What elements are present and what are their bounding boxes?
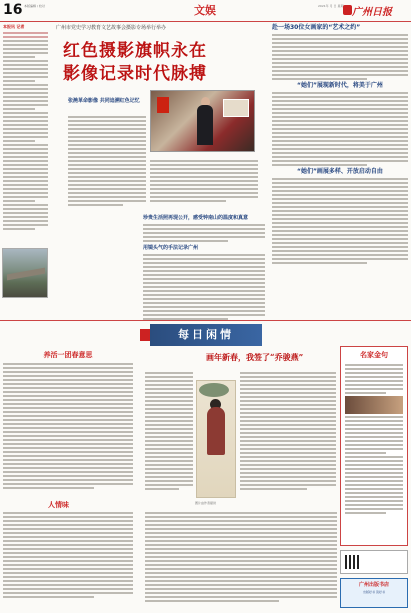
daily-section-mark-icon: [140, 329, 150, 341]
quotes-sidebar: [340, 346, 408, 546]
essay-left2-title: 人情味: [48, 500, 69, 509]
traditional-painting: [195, 380, 236, 505]
headline-line-1: 红色摄影旗帜永在: [63, 41, 207, 61]
left-column-title: 本报讯 记者: [3, 24, 25, 29]
essay-left: [3, 350, 133, 491]
sidebar-photo: [345, 396, 403, 414]
figure-robe: [207, 407, 225, 455]
edition-note: 本版编辑 / 校对: [24, 4, 45, 8]
essay-mid-body-bottom: [145, 510, 337, 604]
left-column: [3, 24, 48, 242]
story-subhead: 张滟革命影像 共同追溯红色记忆: [68, 98, 140, 104]
section-2-body: [143, 222, 265, 244]
bookstore-ad-title: 广州出版书店: [358, 582, 389, 588]
section-2-heading: 珍贵生活照再现公开，感受钟南山的温度和真意: [143, 215, 249, 221]
right-column: [272, 24, 408, 334]
painting-caption: 图片由作者提供: [195, 501, 217, 505]
qr-promo: [340, 550, 408, 574]
event-photo: [150, 90, 255, 152]
screen-shape: [223, 99, 249, 117]
section-3-body: [143, 252, 265, 322]
landscape-photo: [2, 248, 48, 298]
left-column-body: [3, 32, 48, 230]
bookstore-ad: [340, 578, 408, 608]
newspaper-logo: 广州日报: [352, 7, 392, 18]
top-story-kicker: 广州市党史学习教育文艺故事会摄影专场举行举办: [56, 25, 167, 31]
essay-left2-body: [3, 510, 133, 600]
speaker-figure: [197, 105, 213, 145]
newspaper-logo-icon: [343, 5, 352, 15]
daily-section-banner: 每日闲情: [150, 324, 262, 346]
right-column-headline: 赴一场30位女画家的“艺术之约”: [272, 24, 361, 31]
bookstore-ad-text: 出版好书 读好书: [363, 590, 385, 594]
page-header: [0, 0, 411, 22]
section-3-heading: 用镜头气的手法记录广州: [143, 245, 199, 251]
qr-code-icon: [345, 555, 359, 569]
right-subhead-2: “她们”画展多样、开放启动自由: [297, 168, 383, 175]
section-title: 文娱: [194, 4, 216, 17]
right-column-body-1: [272, 34, 408, 80]
right-column-body-3: [272, 178, 408, 264]
issue-date: 2021年 月 日 星期: [318, 4, 344, 8]
flag-shape: [157, 97, 169, 113]
quotes-sidebar-title: 名家金句: [360, 350, 388, 359]
section-divider: [0, 320, 411, 321]
essay-left-body: [3, 363, 133, 489]
essay-mid-body-right: [240, 370, 336, 492]
right-column-body-2: [272, 92, 408, 166]
story-body-left: [68, 114, 146, 208]
page-number: 16: [3, 2, 23, 18]
right-subhead-1: “她们”展现新时代，将美于广州: [297, 82, 383, 89]
story-body-right: [150, 158, 258, 204]
tree-shape: [199, 383, 229, 397]
essay-mid-body-left: [145, 370, 193, 492]
quotes-sidebar-body: [341, 360, 407, 518]
essay-left-title: 养活一团春意思: [43, 350, 93, 359]
great-wall-shape: [7, 268, 45, 281]
essay-mid-title: 画年新春，我签了“乔骏燕”: [206, 352, 304, 362]
headline-line-2: 影像记录时代脉搏: [63, 64, 207, 84]
